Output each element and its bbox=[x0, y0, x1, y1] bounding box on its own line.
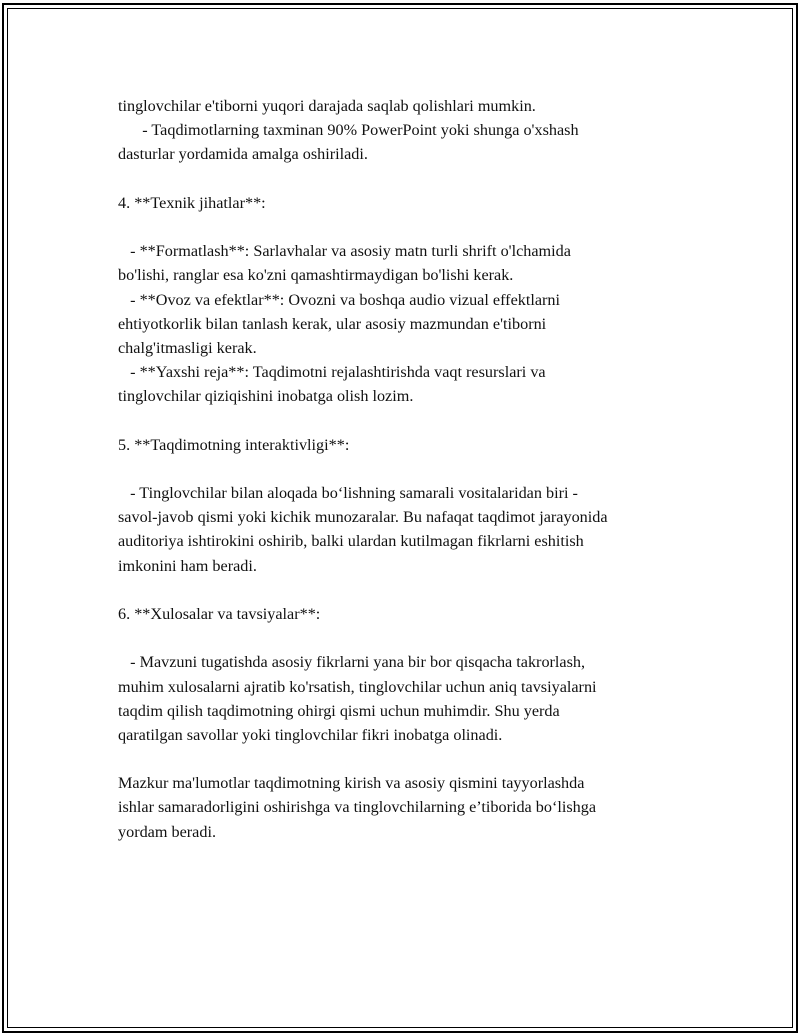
text-line: ishlar samaradorligini oshirishga va tinglovchilarning e’tiborida bo‘lishga bbox=[118, 798, 597, 817]
text-line: - Taqdimotlarning taxminan 90% PowerPoint yoki shunga o'xshash bbox=[118, 121, 579, 140]
text-line: imkonini ham beradi. bbox=[118, 556, 257, 575]
blank-line bbox=[118, 626, 688, 650]
text-line: yordam beradi. bbox=[118, 822, 216, 841]
text-line: auditoriya ishtirokini oshirib, balki ulardan kutilmagan fikrlarni eshitish bbox=[118, 532, 584, 551]
text-line: Mazkur ma'lumotlar taqdimotning kirish va asosiy qismini tayyorlashda bbox=[118, 774, 585, 793]
blank-line bbox=[118, 215, 688, 239]
section-heading: 5. **Taqdimotning interaktivligi**: bbox=[118, 435, 350, 454]
text-line: dasturlar yordamida amalga oshiriladi. bbox=[118, 145, 368, 164]
text-line: tinglovchilar e'tiborni yuqori darajada saqlab qolishlari mumkin. bbox=[118, 97, 536, 115]
blank-line bbox=[118, 408, 688, 432]
blank-line bbox=[118, 457, 688, 481]
text-line: taqdim qilish taqdimotning ohirgi qismi uchun muhimdir. Shu yerda bbox=[118, 701, 560, 720]
text-line: ehtiyotkorlik bilan tanlash kerak, ular asosiy mazmundan e'tiborni bbox=[118, 314, 547, 333]
text-line: - Tinglovchilar bilan aloqada bo‘lishning samarali vositalaridan biri - bbox=[118, 484, 578, 502]
text-line: bo'lishi, ranglar esa ko'zni qamashtirmaydigan bo'lishi kerak. bbox=[118, 266, 514, 285]
blank-line bbox=[118, 167, 688, 191]
section-heading: 6. **Xulosalar va tavsiyalar**: bbox=[118, 604, 321, 623]
text-line: savol-javob qismi yoki kichik munozaralar. Bu nafaqat taqdimot jarayonida bbox=[118, 508, 608, 527]
text-line: - **Yaxshi reja**: Taqdimotni rejalashtirishda vaqt resurslari va bbox=[118, 363, 546, 382]
text-line: qaratilgan savollar yoki tinglovchilar fikri inobatga olinadi. bbox=[118, 725, 503, 744]
blank-line bbox=[118, 578, 688, 602]
text-line: tinglovchilar qiziqishini inobatga olish lozim. bbox=[118, 387, 414, 406]
text-line: chalg'itmasligi kerak. bbox=[118, 338, 257, 357]
text-line: muhim xulosalarni ajratib ko'rsatish, tinglovchilar uchun aniq tavsiyalarni bbox=[118, 677, 597, 696]
text-line: - **Ovoz va efektlar**: Ovozni va boshqa audio vizual effektlarni bbox=[118, 290, 561, 309]
document-body bbox=[118, 94, 688, 844]
text-line: - Mavzuni tugatishda asosiy fikrlarni yana bir bor qisqacha takrorlash, bbox=[118, 653, 586, 672]
text-line: - **Formatlash**: Sarlavhalar va asosiy matn turli shrift o'lchamida bbox=[118, 242, 571, 261]
section-heading: 4. **Texnik jihatlar**: bbox=[118, 193, 266, 212]
blank-line bbox=[118, 747, 688, 771]
